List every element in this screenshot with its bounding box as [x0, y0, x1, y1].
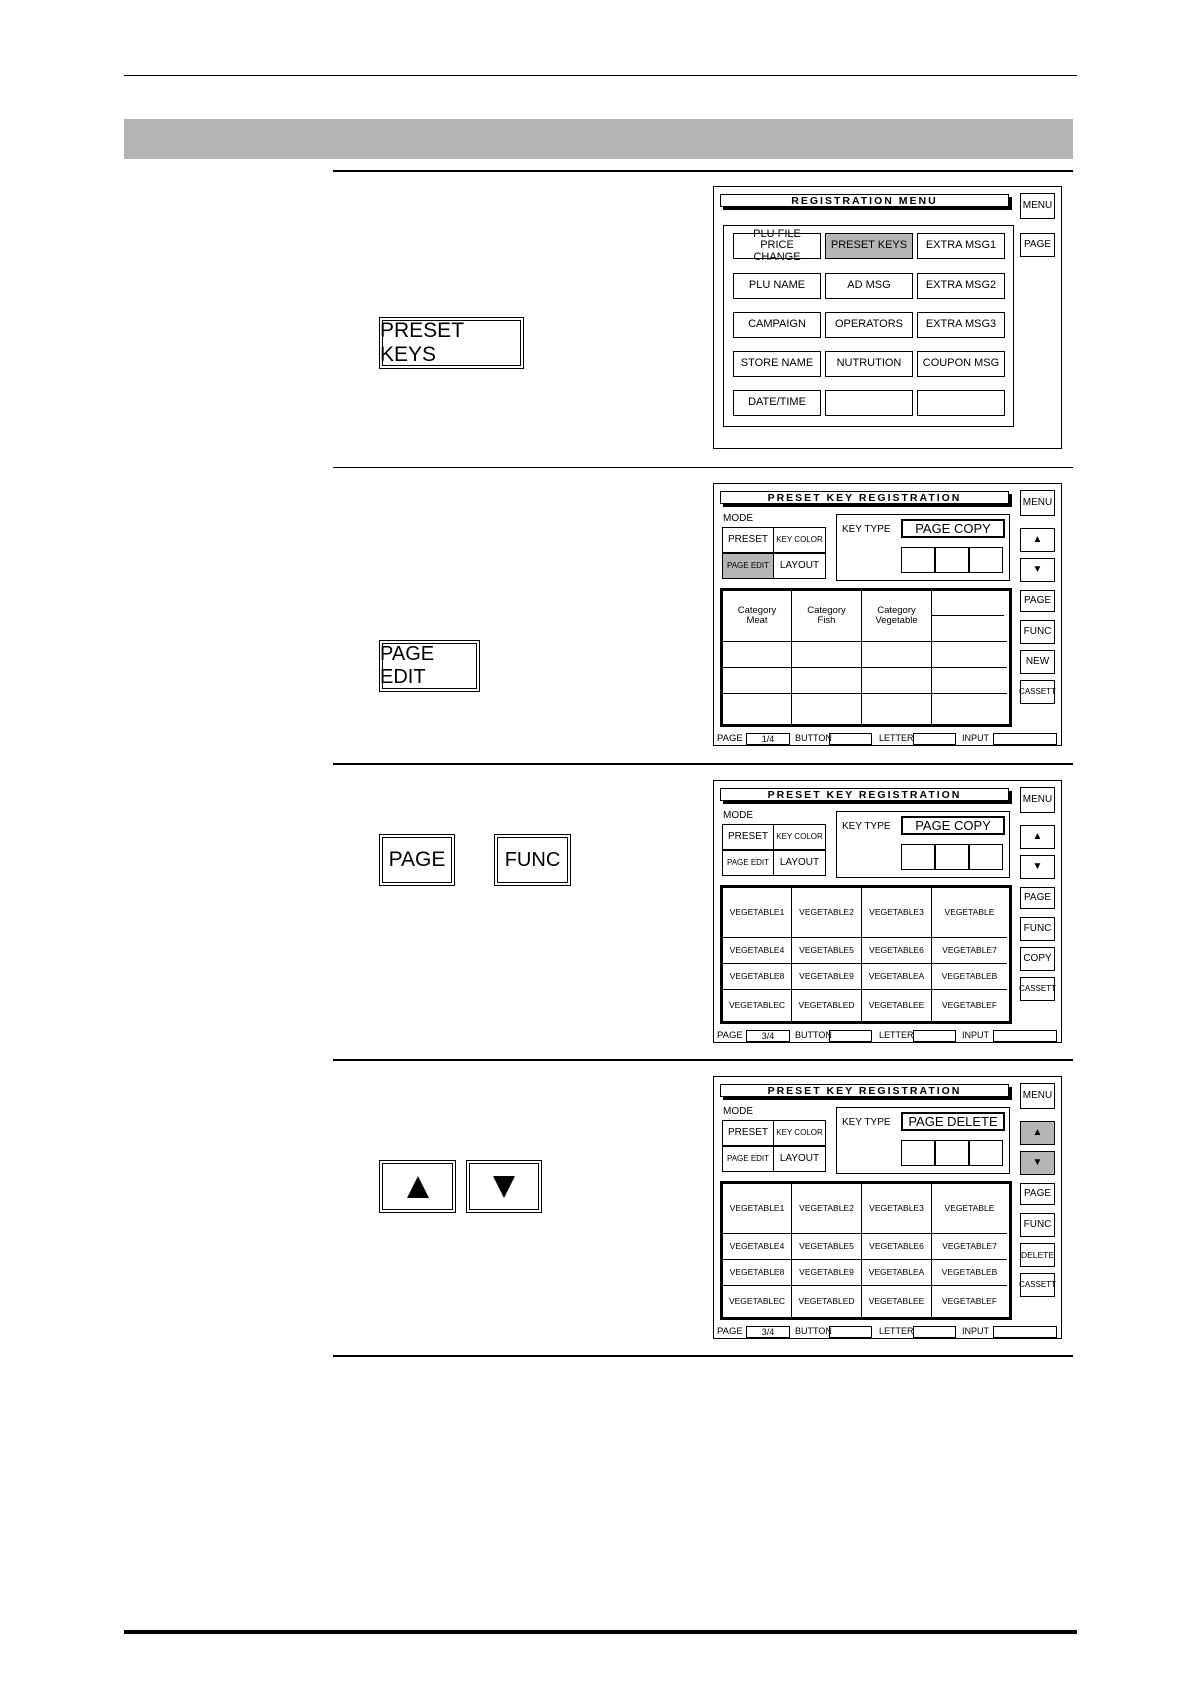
mode-label: MODE	[723, 1106, 753, 1117]
menu-operators[interactable]: OPERATORS	[825, 312, 913, 338]
preset-key-cell[interactable]: VEGETABLE9	[792, 964, 862, 990]
menu-extra-msg1[interactable]: EXTRA MSG1	[917, 233, 1005, 259]
preset-key-cell[interactable]: VEGETABLE	[932, 1184, 1007, 1234]
section-header-bar	[124, 119, 1073, 159]
page-key[interactable]	[379, 834, 455, 886]
preset-key-cell[interactable]: VEGETABLED	[792, 990, 862, 1021]
footer-page-field: 3/4	[746, 1030, 790, 1042]
up-arrow-button[interactable]: ▲	[1020, 825, 1055, 849]
func-button[interactable]: FUNC	[1020, 1213, 1055, 1237]
key-type-box	[969, 844, 1003, 870]
key-type-box	[935, 844, 969, 870]
func-button[interactable]: FUNC	[1020, 917, 1055, 941]
footer-button-label: BUTTON	[795, 1326, 832, 1336]
menu-preset-keys[interactable]: PRESET KEYS	[825, 233, 913, 259]
menu-empty-slot[interactable]	[825, 390, 913, 416]
key-type-box	[935, 547, 969, 573]
preset-key-cell[interactable]: VEGETABLE5	[792, 938, 862, 964]
menu-extra-msg3[interactable]: EXTRA MSG3	[917, 312, 1005, 338]
preset-key-cell[interactable]: VEGETABLEC	[723, 990, 792, 1021]
preset-key-cell[interactable]: VEGETABLE	[932, 888, 1007, 938]
cassett-button[interactable]: CASSETT	[1020, 977, 1055, 1001]
preset-key-cell[interactable]: VEGETABLEA	[862, 964, 932, 990]
menu-ad-msg[interactable]: AD MSG	[825, 273, 913, 299]
preset-key-cell[interactable]: VEGETABLE8	[723, 1260, 792, 1286]
footer-letter-field	[913, 733, 956, 745]
footer-input-field	[993, 733, 1057, 745]
preset-key-cell[interactable]: VEGETABLE4	[723, 938, 792, 964]
preset-key-cell[interactable]: VEGETABLE4	[723, 1234, 792, 1260]
mode-preset[interactable]: PRESET	[722, 824, 774, 850]
step-divider	[333, 467, 1073, 468]
footer-button-label: BUTTON	[795, 733, 832, 743]
preset-key-cell[interactable]: VEGETABLE2	[792, 888, 862, 938]
menu-nutrution[interactable]: NUTRUTION	[825, 351, 913, 377]
key-type-value[interactable]: PAGE COPY	[901, 519, 1005, 538]
preset-key-cell[interactable]: VEGETABLED	[792, 1286, 862, 1317]
step-divider	[333, 1355, 1073, 1357]
footer-page-label: PAGE	[717, 1030, 743, 1041]
menu-extra-msg2[interactable]: EXTRA MSG2	[917, 273, 1005, 299]
menu-store-name[interactable]: STORE NAME	[733, 351, 821, 377]
menu-date-time[interactable]: DATE/TIME	[733, 390, 821, 416]
preset-key-cell[interactable]: VEGETABLEE	[862, 1286, 932, 1317]
up-arrow-button[interactable]: ▲	[1020, 1121, 1055, 1145]
registration-menu-screen	[713, 186, 1062, 449]
mode-page-edit[interactable]: PAGE EDIT	[722, 553, 774, 579]
key-type-box	[969, 1140, 1003, 1166]
preset-key-cell[interactable]	[792, 694, 862, 724]
footer-page-field: 3/4	[746, 1326, 790, 1338]
footer-letter-field	[913, 1326, 956, 1338]
screen-title: PRESET KEY REGISTRATION	[720, 788, 1009, 801]
step-divider	[333, 170, 1073, 172]
step-divider	[333, 1059, 1073, 1061]
mode-layout[interactable]: LAYOUT	[773, 553, 826, 579]
preset-key-cell[interactable]: VEGETABLEC	[723, 1286, 792, 1317]
menu-button[interactable]: MENU	[1020, 1083, 1055, 1109]
footer-button-field	[829, 733, 872, 745]
menu-button[interactable]: MENU	[1020, 490, 1055, 516]
down-arrow-key[interactable]	[466, 1160, 542, 1213]
page-button[interactable]: PAGE	[1020, 1183, 1055, 1205]
key-type-box	[935, 1140, 969, 1166]
menu-campaign[interactable]: CAMPAIGN	[733, 312, 821, 338]
preset-key-registration-screen	[713, 780, 1062, 1043]
preset-key-cell[interactable]: Category Meat	[723, 591, 792, 642]
preset-key-cell[interactable]	[932, 591, 1007, 642]
screen-title: PRESET KEY REGISTRATION	[720, 491, 1009, 504]
preset-key-cell[interactable]: VEGETABLE5	[792, 1234, 862, 1260]
footer-button-label: BUTTON	[795, 1030, 832, 1040]
footer-input-field	[993, 1030, 1057, 1042]
cassett-button[interactable]: CASSETT	[1020, 680, 1055, 704]
page-button[interactable]: PAGE	[1020, 233, 1055, 257]
preset-key-cell[interactable]: VEGETABLE3	[862, 888, 932, 938]
preset-key-cell[interactable]: VEGETABLEF	[941, 1295, 998, 1306]
up-arrow-button[interactable]: ▲	[1020, 528, 1055, 552]
menu-button[interactable]: MENU	[1020, 787, 1055, 813]
preset-key-cell[interactable]: VEGETABLE6	[862, 938, 932, 964]
preset-key-registration-screen	[713, 1076, 1062, 1339]
menu-button[interactable]: MENU	[1020, 193, 1055, 219]
preset-key-cell[interactable]	[932, 642, 1007, 668]
footer-page-label: PAGE	[717, 1326, 743, 1337]
preset-keys-key[interactable]	[379, 317, 524, 369]
down-arrow-button[interactable]: ▼	[1020, 558, 1055, 582]
preset-key-cell[interactable]: VEGETABLE9	[792, 1260, 862, 1286]
preset-key-registration-screen	[713, 483, 1062, 746]
preset-key-cell[interactable]: VEGETABLE3	[862, 1184, 932, 1234]
down-arrow-button[interactable]: ▼	[1020, 1151, 1055, 1175]
key-type-value[interactable]: PAGE DELETE	[901, 1112, 1005, 1131]
footer-input-field	[993, 1326, 1057, 1338]
key-type-box	[901, 1140, 935, 1166]
key-type-label: KEY TYPE	[842, 1117, 891, 1128]
preset-key-cell[interactable]	[862, 694, 932, 724]
footer-input-label: INPUT	[962, 1030, 989, 1040]
page-button[interactable]: PAGE	[1020, 887, 1055, 909]
mode-layout[interactable]: LAYOUT	[773, 850, 826, 876]
mode-page-edit[interactable]: PAGE EDIT	[722, 850, 774, 876]
preset-key-cell[interactable]: Category Vegetable	[862, 591, 932, 642]
menu-empty-slot[interactable]	[917, 390, 1005, 416]
mode-preset[interactable]: PRESET	[722, 1120, 774, 1146]
preset-key-cell[interactable]	[862, 642, 932, 668]
key-type-label: KEY TYPE	[842, 524, 891, 535]
footer-input-label: INPUT	[962, 1326, 989, 1336]
preset-key-cell[interactable]	[932, 668, 1007, 694]
mode-key-color[interactable]: KEY COLOR	[773, 527, 826, 553]
key-type-value[interactable]: PAGE COPY	[901, 816, 1005, 835]
preset-key-cell[interactable]: VEGETABLE1	[723, 1184, 792, 1234]
mode-label: MODE	[723, 810, 753, 821]
mode-page-edit[interactable]: PAGE EDIT	[722, 1146, 774, 1172]
mode-key-color[interactable]: KEY COLOR	[773, 824, 826, 850]
func-key[interactable]	[494, 834, 571, 886]
footer-letter-label: LETTER	[879, 733, 914, 743]
page-button[interactable]: PAGE	[1020, 590, 1055, 612]
mode-preset[interactable]: PRESET	[722, 527, 774, 553]
preset-key-cell[interactable]: VEGETABLEF	[941, 999, 998, 1010]
bottom-rule	[124, 1630, 1077, 1634]
func-button[interactable]: FUNC	[1020, 620, 1055, 644]
mode-key-color[interactable]: KEY COLOR	[773, 1120, 826, 1146]
menu-plu-file-price-change[interactable]: PLU FILE PRICE CHANGE	[733, 233, 821, 259]
preset-key-cell[interactable]: VEGETABLEB	[932, 964, 1007, 990]
cell-divider	[932, 615, 1004, 616]
footer-letter-field	[913, 1030, 956, 1042]
page-edit-key-label: PAGE EDIT	[380, 643, 435, 688]
preset-key-cell[interactable]	[932, 694, 1007, 724]
preset-key-cell[interactable]: VEGETABLE2	[792, 1184, 862, 1234]
preset-key-cell[interactable]	[792, 668, 862, 694]
preset-key-cell[interactable]: VEGETABLEA	[862, 1260, 932, 1286]
key-type-box	[901, 844, 935, 870]
down-arrow-icon	[493, 1176, 515, 1198]
preset-key-cell[interactable]: VEGETABLE6	[862, 1234, 932, 1260]
mode-layout[interactable]: LAYOUT	[773, 1146, 826, 1172]
footer-button-field	[829, 1326, 872, 1338]
footer-letter-label: LETTER	[879, 1030, 914, 1040]
preset-key-cell[interactable]	[792, 642, 862, 668]
preset-key-cell[interactable]: VEGETABLE7	[932, 1234, 1007, 1260]
preset-key-cell[interactable]	[723, 668, 792, 694]
up-arrow-key[interactable]	[379, 1160, 456, 1213]
screen-title: REGISTRATION MENU	[720, 194, 1009, 207]
footer-input-label: INPUT	[962, 733, 989, 743]
down-arrow-button[interactable]: ▼	[1020, 855, 1055, 879]
page-key-label: PAGE	[388, 848, 446, 871]
preset-key-cell[interactable]: VEGETABLE1	[723, 888, 792, 938]
preset-key-cell[interactable]	[723, 694, 792, 724]
preset-key-cell[interactable]: VEGETABLEB	[932, 1260, 1007, 1286]
mode-label: MODE	[723, 513, 753, 524]
key-type-box	[969, 547, 1003, 573]
preset-key-cell[interactable]	[723, 642, 792, 668]
action-button[interactable]: NEW	[1020, 650, 1055, 674]
preset-keys-key-label: PRESET KEYS	[380, 319, 464, 366]
top-rule	[124, 75, 1077, 76]
preset-key-cell[interactable]: VEGETABLE8	[723, 964, 792, 990]
page-edit-key[interactable]	[379, 640, 480, 692]
screen-title: PRESET KEY REGISTRATION	[720, 1084, 1009, 1097]
key-type-label: KEY TYPE	[842, 821, 891, 832]
func-key-label: FUNC	[504, 848, 561, 871]
action-button[interactable]: DELETE	[1020, 1243, 1055, 1267]
step-divider	[333, 763, 1073, 765]
action-button[interactable]: COPY	[1020, 947, 1055, 971]
cassett-button[interactable]: CASSETT	[1020, 1273, 1055, 1297]
menu-coupon-msg[interactable]: COUPON MSG	[917, 351, 1005, 377]
menu-plu-name[interactable]: PLU NAME	[733, 273, 821, 299]
preset-key-cell[interactable]: VEGETABLE7	[932, 938, 1007, 964]
footer-button-field	[829, 1030, 872, 1042]
footer-page-label: PAGE	[717, 733, 743, 744]
footer-letter-label: LETTER	[879, 1326, 914, 1336]
key-type-box	[901, 547, 935, 573]
preset-key-cell[interactable]: Category Fish	[792, 591, 862, 642]
up-arrow-icon	[407, 1176, 429, 1198]
preset-key-cell[interactable]	[862, 668, 932, 694]
footer-page-field: 1/4	[746, 733, 790, 745]
preset-key-cell[interactable]: VEGETABLEE	[862, 990, 932, 1021]
